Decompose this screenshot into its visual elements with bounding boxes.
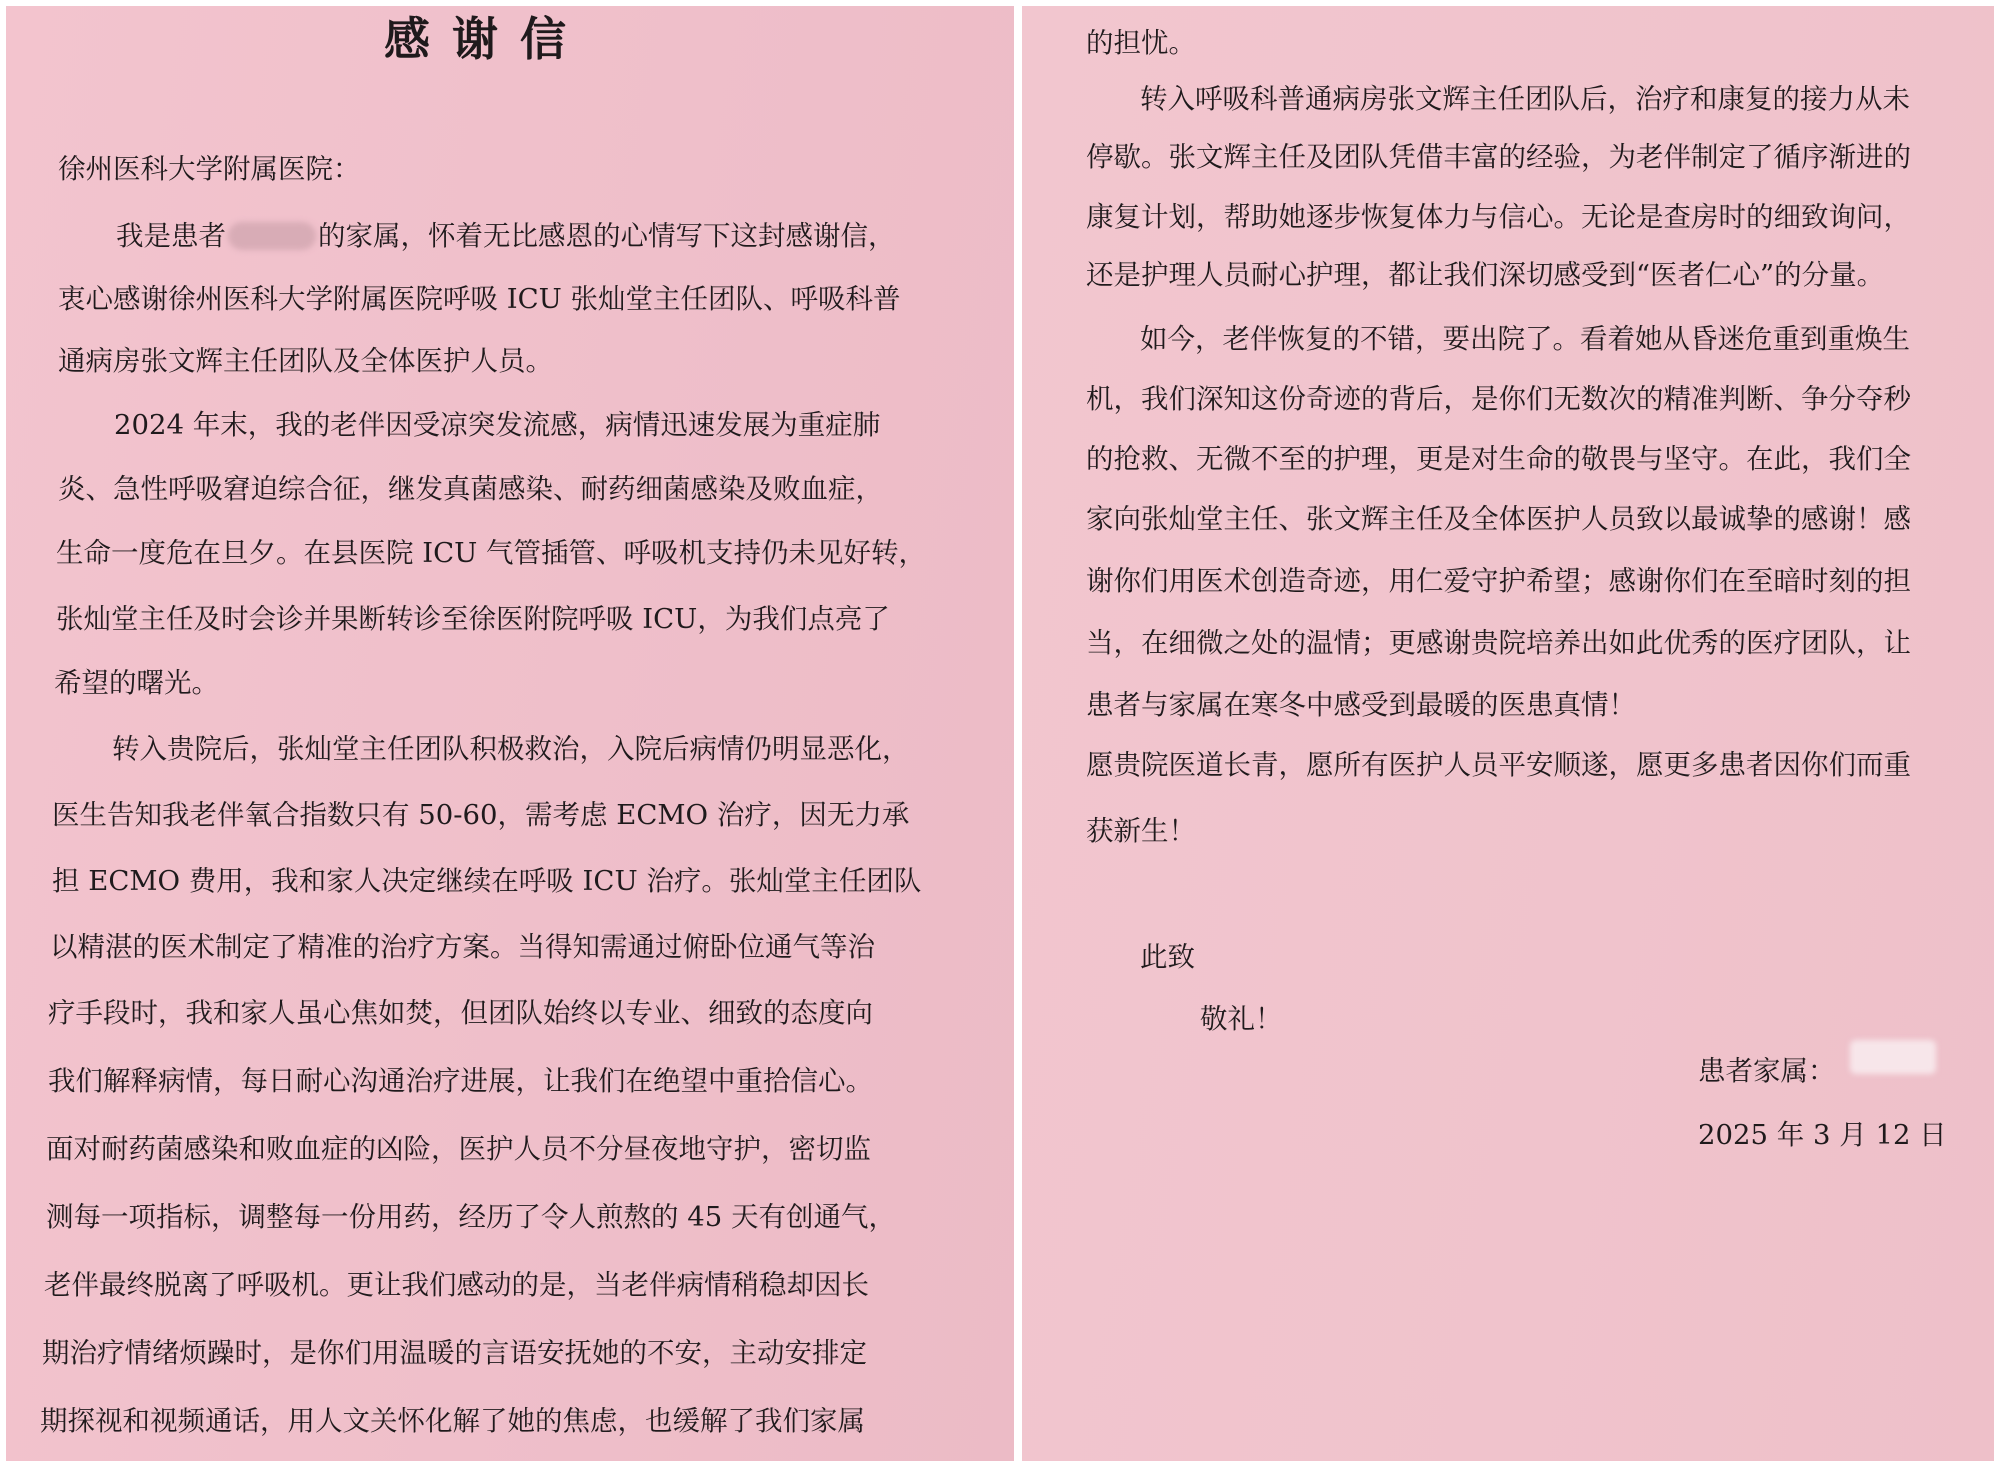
text-line: 患者与家属在寒冬中感受到最暖的医患真情！ <box>1086 689 1636 721</box>
text-line: 的担忧。 <box>1086 27 1196 59</box>
text-line: 以精湛的医术制定了精准的治疗方案。当得知需通过俯卧位通气等治 <box>50 931 875 963</box>
text-line: 还是护理人员耐心护理，都让我们深切感受到“医者仁心”的分量。 <box>1086 259 1885 291</box>
text-line: 面对耐药菌感染和败血症的凶险，医护人员不分昼夜地守护，密切监 <box>46 1133 871 1165</box>
text-line: 测每一项指标，调整每一份用药，经历了令人煎熬的 45 天有创通气， <box>46 1201 896 1233</box>
page-gutter <box>1014 0 1022 1467</box>
redacted-name-blur <box>228 222 316 250</box>
text-line: 疗手段时，我和家人虽心焦如焚，但团队始终以专业、细致的态度向 <box>48 997 873 1029</box>
text-line: 我们解释病情，每日耐心沟通治疗进展，让我们在绝望中重拾信心。 <box>48 1065 873 1097</box>
text-line: 机，我们深知这份奇迹的背后，是你们无数次的精准判断、争分夺秒 <box>1086 383 1911 415</box>
text-line: 担 ECMO 费用，我和家人决定继续在呼吸 ICU 治疗。张灿堂主任团队 <box>52 865 922 897</box>
text-line: 家向张灿堂主任、张文辉主任及全体医护人员致以最诚挚的感谢！感 <box>1086 503 1911 535</box>
closing-line: 此致 <box>1140 941 1195 973</box>
letter-title: 感谢信 <box>384 12 588 66</box>
text-line: 2024 年末，我的老伴因受凉突发流感，病情迅速发展为重症肺 <box>114 409 881 441</box>
text-line: 期探视和视频通话，用人文关怀化解了她的焦虑，也缓解了我们家属 <box>40 1405 865 1437</box>
text-line <box>116 222 896 251</box>
text-line: 老伴最终脱离了呼吸机。更让我们感动的是，当老伴病情稍稳却因长 <box>44 1269 869 1301</box>
text-line: 的抢救、无微不至的护理，更是对生命的敬畏与坚守。在此，我们全 <box>1086 443 1911 475</box>
signature-label: 患者家属： <box>1698 1055 1836 1087</box>
text-line: 愿贵院医道长青，愿所有医护人员平安顺遂，愿更多患者因你们而重 <box>1086 749 1911 781</box>
text-line: 通病房张文辉主任团队及全体医护人员。 <box>58 345 553 377</box>
text-line: 生命一度危在旦夕。在县医院 ICU 气管插管、呼吸机支持仍未见好转， <box>56 537 927 569</box>
text-line: 炎、急性呼吸窘迫综合征，继发真菌感染、耐药细菌感染及败血症， <box>58 473 883 505</box>
salutation: 徐州医科大学附属医院： <box>58 153 361 185</box>
text-line: 希望的曙光。 <box>54 667 219 699</box>
text-line: 期治疗情绪烦躁时，是你们用温暖的言语安抚她的不安，主动安排定 <box>42 1337 867 1369</box>
text-line: 转入呼吸科普通病房张文辉主任团队后，治疗和康复的接力从未 <box>1140 83 1910 115</box>
letter-page-right <box>1022 6 1994 1461</box>
text-fragment: 我是患者 <box>116 220 226 252</box>
letter-date: 2025 年 3 月 12 日 <box>1698 1119 1947 1151</box>
text-line: 转入贵院后，张灿堂主任团队积极救治，入院后病情仍明显恶化， <box>112 733 910 765</box>
text-line: 当，在细微之处的温情；更感谢贵院培养出如此优秀的医疗团队，让 <box>1086 627 1911 659</box>
text-line: 医生告知我老伴氧合指数只有 50-60，需考虑 ECMO 治疗，因无力承 <box>52 799 910 831</box>
text-fragment: 的家属，怀着无比感恩的心情写下这封感谢信， <box>318 220 896 252</box>
closing-line: 敬礼！ <box>1200 1003 1283 1035</box>
text-line: 获新生！ <box>1086 815 1196 847</box>
text-line: 衷心感谢徐州医科大学附属医院呼吸 ICU 张灿堂主任团队、呼吸科普 <box>58 283 901 315</box>
text-line: 康复计划，帮助她逐步恢复体力与信心。无论是查房时的细致询问， <box>1086 201 1911 233</box>
redacted-signature-blur <box>1850 1040 1936 1074</box>
text-line: 如今，老伴恢复的不错，要出院了。看着她从昏迷危重到重焕生 <box>1140 323 1910 355</box>
text-line: 停歇。张文辉主任及团队凭借丰富的经验，为老伴制定了循序渐进的 <box>1086 141 1911 173</box>
text-line: 谢你们用医术创造奇迹，用仁爱守护希望；感谢你们在至暗时刻的担 <box>1086 565 1911 597</box>
text-line: 张灿堂主任及时会诊并果断转诊至徐医附院呼吸 ICU，为我们点亮了 <box>56 603 890 635</box>
letter-page-left <box>6 6 1014 1461</box>
